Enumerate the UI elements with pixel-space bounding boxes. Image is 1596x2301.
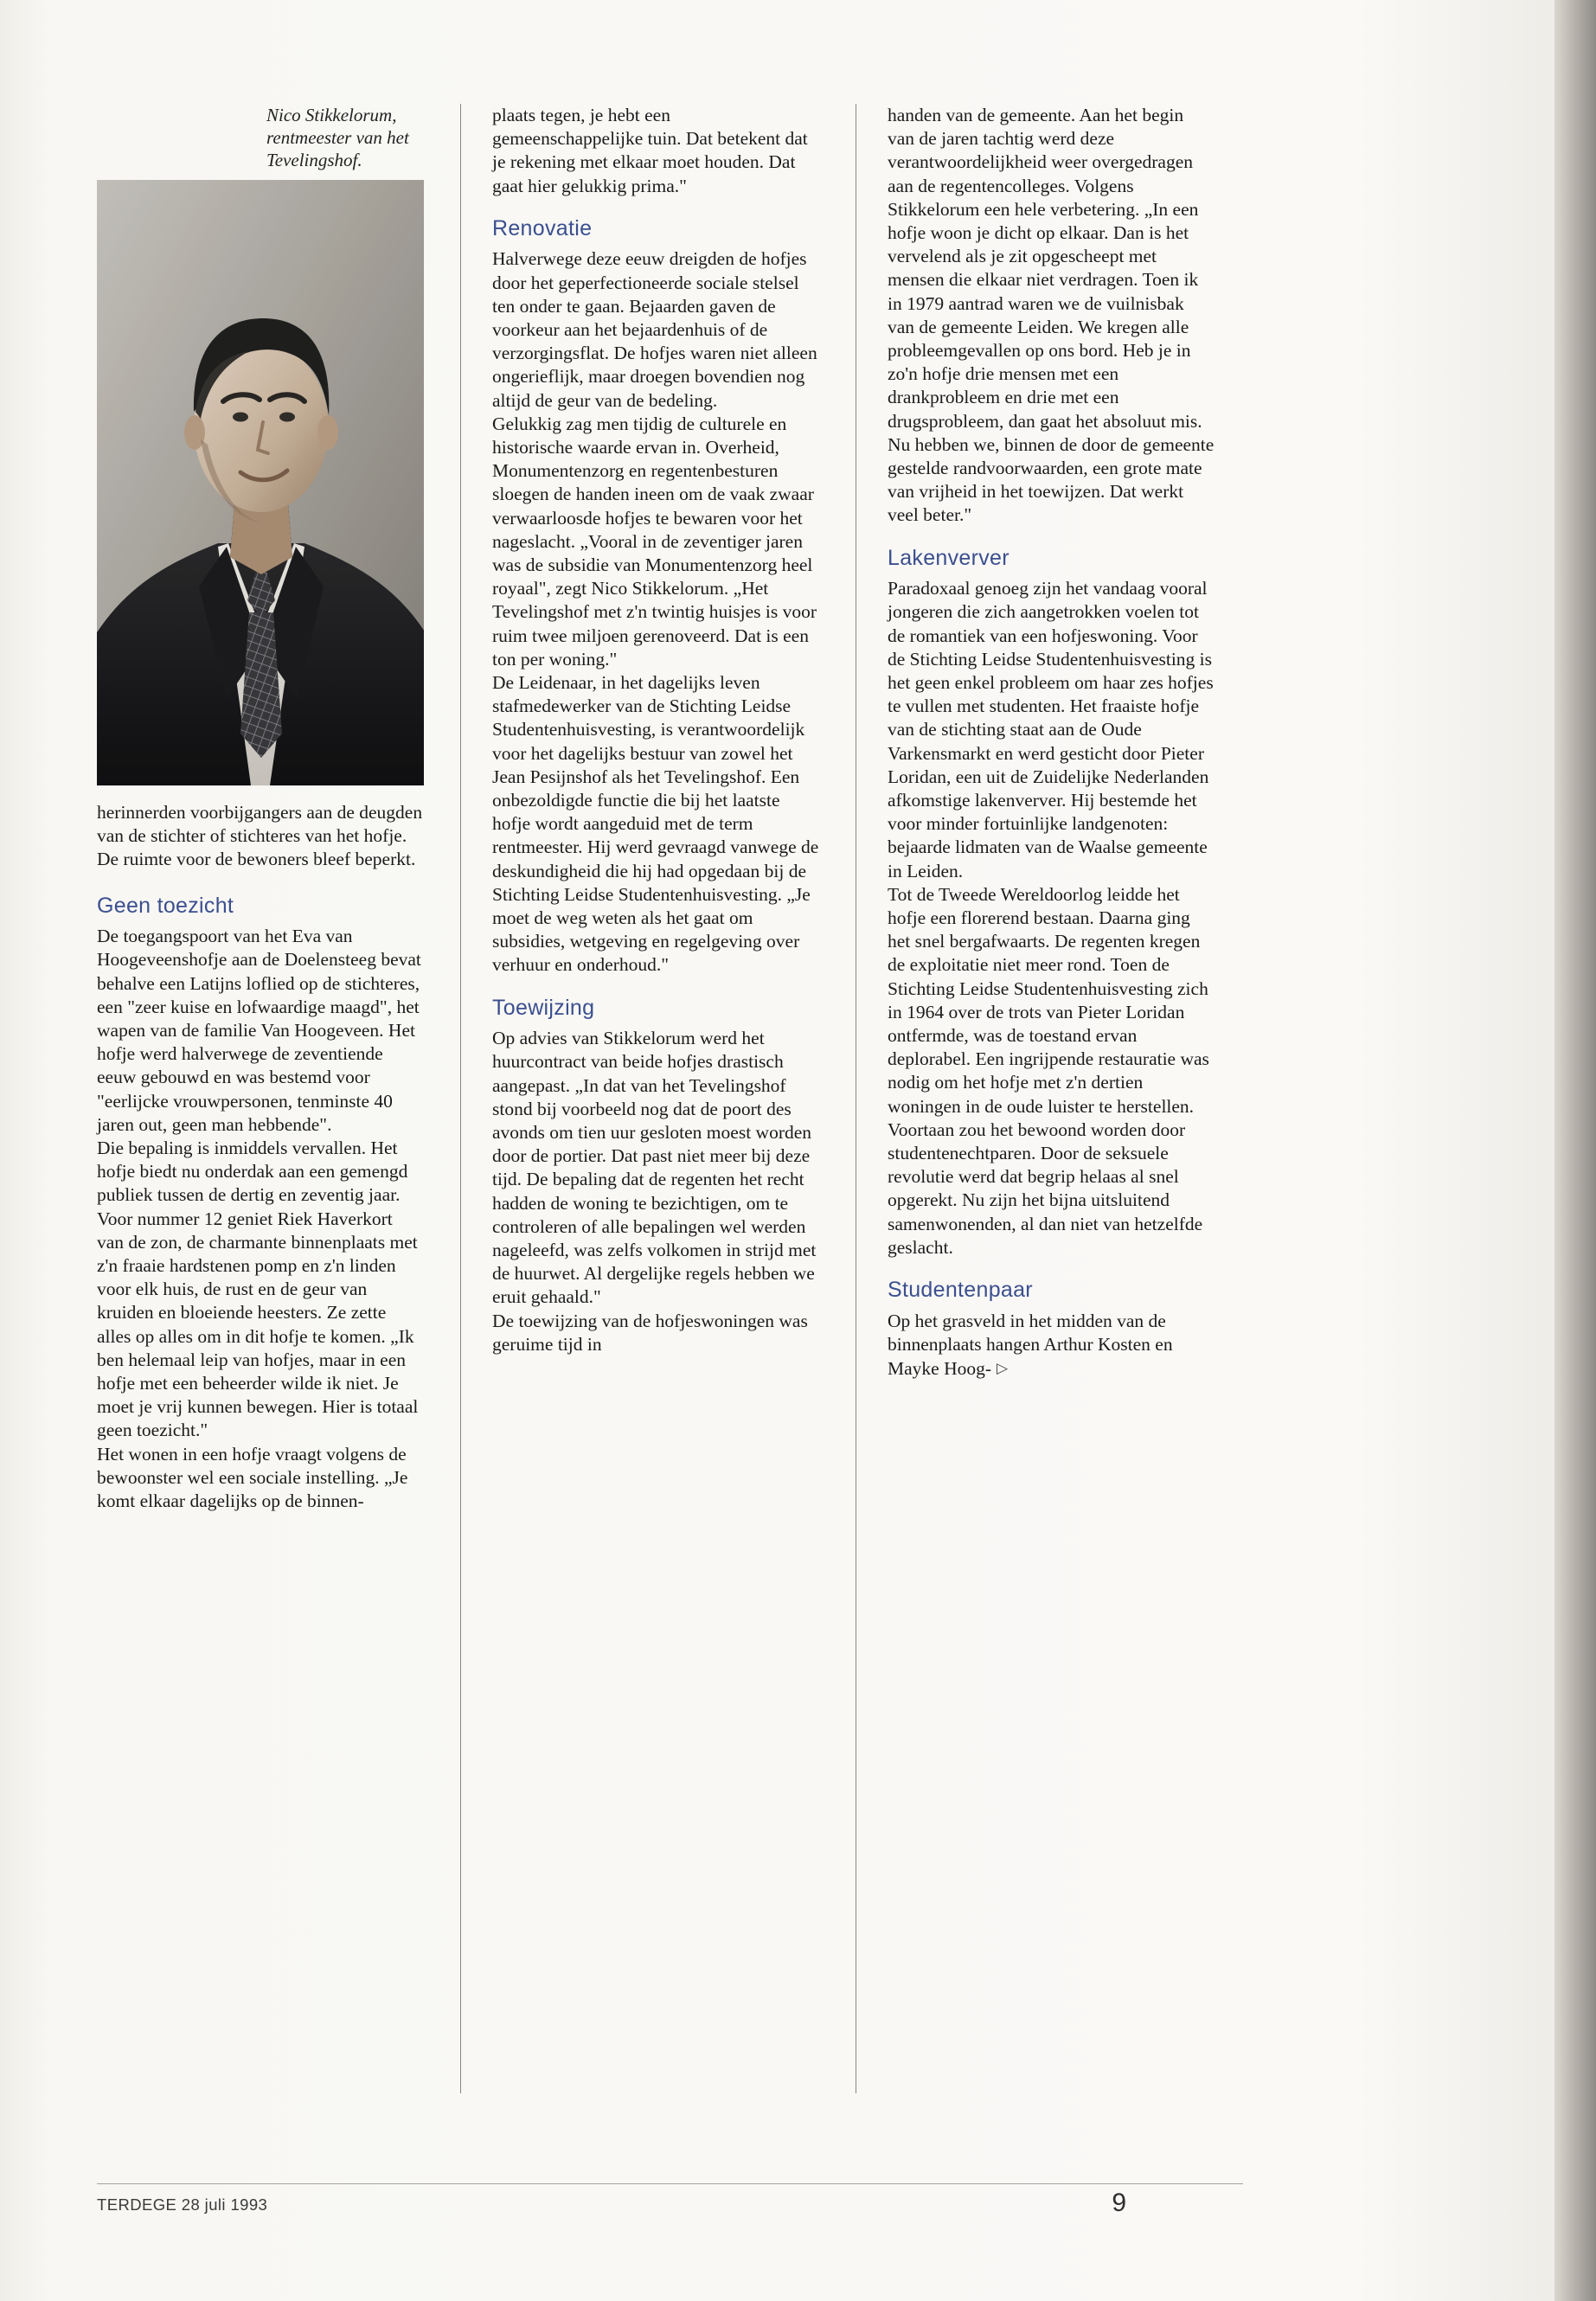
column2-paragraph-6: De toewijzing van de hofjeswoningen was geruime tijd in (492, 1310, 808, 1355)
column3-paragraph-4 (888, 1310, 1215, 1381)
heading-toewijzing: Toewijzing (492, 995, 595, 1020)
heading-lakenverver: Lakenverver (888, 545, 1010, 570)
column2-paragraph-4: De Leidenaar, in het dagelijks leven stafmedewerker van de Stichting Leidse Studentenhuisvesting, is verantwoordelijk voor het dagelijks bestuur van zowel het Jean Pesijnshof als het Tevelingshof. Een onbezoldigde functie die bij het laatste hofje wordt aangeduid met de term rentmeester. Hij werd gevraagd vanwege de deskundigheid die hij had opgedaan bij de Stichting Leidse Studentenhuisvesting. „Je moet de weg weten als het gaat om subsidies, wetgeving en regelgeving over verhuur en onderhoud." (492, 671, 819, 976)
portrait-photo-man-in-suit (97, 180, 424, 785)
heading-studentenpaar: Studentenpaar (888, 1278, 1033, 1303)
column1-paragraph-2: Die bepaling is inmiddels vervallen. Het hofje biedt nu onderdak aan een gemengd publiek tussen de dertig en zeventig jaar. Voor nummer 12 geniet Riek Haverkort van de zon, de charmante binnenplaats met z'n fraaie hardstenen pomp en z'n linden voor elk huis, de rust en de geur van kruiden en bloeiende heesters. Ze zette alles op alles om in dit hofje te komen. „Ik ben helemaal leip van hofjes, maar in een hofje met een beheerder wilde ik niet. Je moet je vrij kunnen bewegen. Hier is totaal geen toezicht." (97, 1137, 419, 1441)
column-2 (492, 104, 819, 1356)
column2-paragraph-5: Op advies van Stikkelorum werd het huurcontract van beide hofjes drastisch aangepast. „In dat van het Tevelingshof stond bij voorbeeld nog dat de poort des avonds om tien uur gesloten moest worden door de portier. Dat past niet meer bij deze tijd. De bepaling dat de regenten het recht hadden de woning te bezichtigen, om te controleren of alle bepalingen wel werden nageleefd, was zelfs volkomen in strijd met de huurwet. Al dergelijke regels hebben we eruit gehaald." (492, 1028, 817, 1308)
column-3 (888, 104, 1215, 1381)
text-columns (97, 104, 1282, 2093)
footer-divider (97, 2183, 1243, 2184)
heading-geen-toezicht: Geen toezicht (97, 893, 234, 918)
column2-paragraph-2: Halverwege deze eeuw dreigden de hofjes door het geperfectioneerde sociale stelsel ten onder te gaan. Bejaarden gaven de voorkeur aan het bejaardenhuis of de verzorgingsflat. De hofjes waren niet alleen ongerieflijk, maar droegen bovendien nog altijd de geur van de bedeling. (492, 248, 817, 411)
column1-paragraph-3: Het wonen in een hofje vraagt volgens de bewoonster wel een sociale instelling. „Je komt elkaar dagelijks op de binnen- (97, 1443, 408, 1511)
column3-paragraph-1: handen van de gemeente. Aan het begin van de jaren tachtig werd deze verantwoordelijkheid weer overgedragen aan de regentencolleges. Volgens Stikkelorum een hele verbetering. „In een hofje woon je dicht op elkaar. Dan is het vervelend als je zit opgescheept met mensen die elkaar niet verdragen. Toen ik in 1979 aantrad waren we de vuilnisbak van de gemeente Leiden. We kregen alle probleemgevallen op ons bord. Heb je in zo'n hofje drie mensen met een drankprobleem en drie met een drugsprobleem, dan gaat het absoluut mis. Nu hebben we, binnen de door de gemeente gestelde randvoorwaarden, een grote mate van vrijheid in het toewijzen. Dat werkt veel beter." (888, 105, 1215, 526)
portrait-photo (97, 180, 424, 785)
continuation-arrow-icon: ▷ (997, 1359, 1009, 1376)
heading-renovatie: Renovatie (492, 215, 593, 240)
column1-intro-paragraph: herinnerden voorbijgangers aan de deugden van de stichter of stichteres van het hofje. De ruimte voor de bewoners bleef beperkt. (97, 802, 423, 870)
column2-paragraph-3: Gelukkig zag men tijdig de culturele en historische waarde ervan in. Overheid, Monumentenzorg en regentenbesturen sloegen de handen ineen om de vaak zwaar verwaarloosde hofjes te bewaren voor het nageslacht. „Vooral in de zeventiger jaren was de subsidie van Monumentenzorg heel royaal", zegt Nico Stikkelorum. „Het Tevelingshof met z'n twintig huisjes is voor ruim twee miljoen gerenoveerd. Dat is een ton per woning." (492, 413, 817, 670)
column3-paragraph-3: Tot de Tweede Wereldoorlog leidde het hofje een florerend bestaan. Daarna ging het snel bergafwaarts. De regenten kregen de exploitatie niet meer rond. Toen de Stichting Leidse Studentenhuisvesting zich in 1964 over de trots van Pieter Loridan ontfermde, was de toestand ervan deplorabel. Een ingrijpende restauratie was nodig om het hofje met z'n dertien woningen in de oude luister te herstellen. Voortaan zou het bewoond worden door studentenechtparen. Door de seksuele revolutie werd dat begrip helaas al snel opgerekt. Nu zijn het bijna uitsluitend samenwonenden, al dan niet van hetzelfde geslacht. (888, 883, 1209, 1258)
page-footer (97, 2189, 1282, 2230)
page-edge-shadow (1554, 0, 1596, 2301)
column3-paragraph-2: Paradoxaal genoeg zijn het vandaag vooral jongeren die zich aangetrokken voelen tot de romantiek van een hofjeswoning. Voor de Stichting Leidse Studentenhuisvesting is het geen enkel probleem om haar zes hofjes te vullen met studenten. Het fraaiste hofje van de stichting staat aan de Oude Varkensmarkt en werd gesticht door Pieter Loridan, een uit de Zuidelijke Nederlanden afkomstige lakenverver. Hij bestemde het voor minder fortuinlijke landgenoten: bejaarde lidmaten van de Waalse gemeente in Leiden. (888, 578, 1214, 881)
column3-paragraph-4-text: Op het grasveld in het midden van de binnenplaats hangen Arthur Kosten en Mayke Hoog- (888, 1310, 1173, 1379)
column1-paragraph-1: De toegangspoort van het Eva van Hoogeveenshofje aan de Doelensteeg bevat behalve een Latijns loflied op de stichteres, een "zeer kuise en lofwaardige maagd", het wapen van de familie Van Hoogeveen. Het hofje werd halverwege de zeventiende eeuw gebouwd en was bestemd voor "eerlijcke vrouwpersonen, tenminste 40 jaren out, geen man hebbende". (97, 926, 421, 1135)
photo-caption: Nico Stikkelorum, rentmeester van het Tevelingshof. (266, 105, 409, 170)
column2-paragraph-1: plaats tegen, je hebt een gemeenschappelijke tuin. Dat betekent dat je rekening met elkaar moet houden. Dat gaat hier gelukkig prima." (492, 105, 808, 196)
column-divider-1 (460, 104, 461, 2093)
column-1 (97, 104, 424, 1513)
publication-label: TERDEGE 28 juli 1993 (97, 2195, 268, 2214)
page-content (97, 104, 1282, 2163)
page-number: 9 (1112, 2189, 1126, 2217)
